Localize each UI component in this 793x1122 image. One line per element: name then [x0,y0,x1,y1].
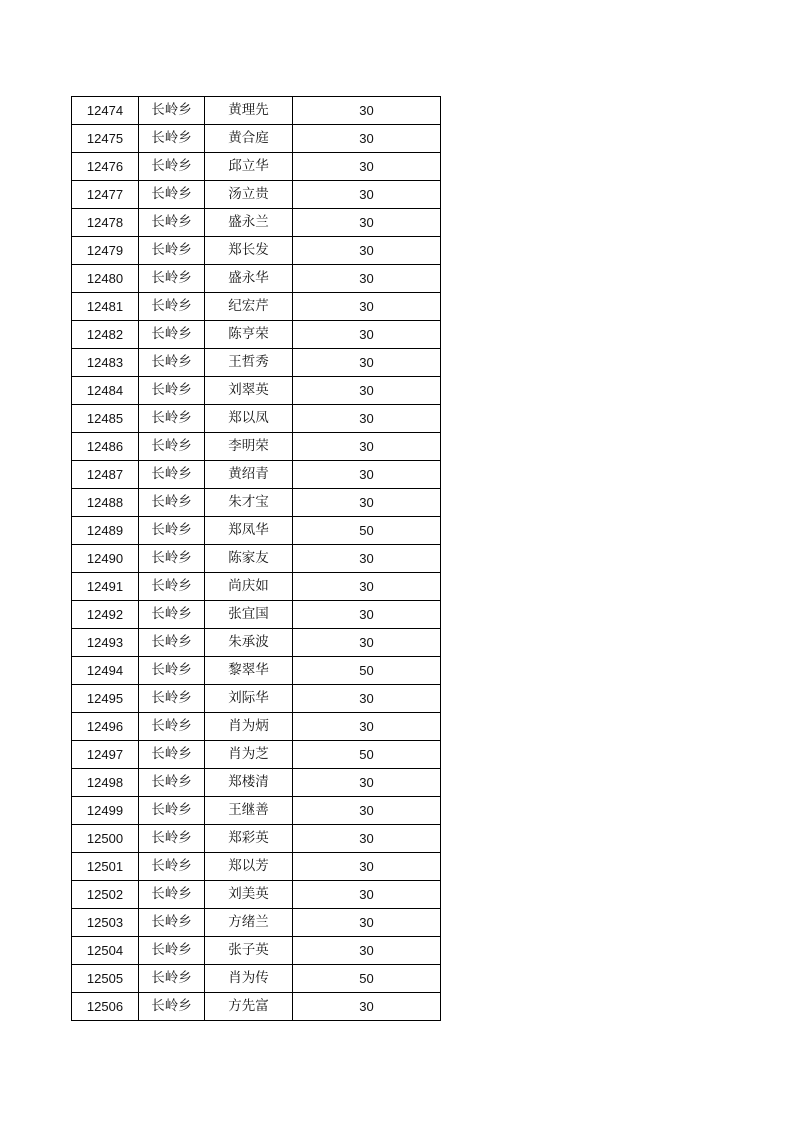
person-name-cell: 李明荣 [205,433,293,461]
record-id-cell: 12476 [72,153,139,181]
records-table [71,96,441,1021]
table-row [72,741,441,769]
person-name-cell: 郑以凤 [205,405,293,433]
amount-cell: 30 [293,125,441,153]
record-id-cell: 12486 [72,433,139,461]
person-name-cell: 纪宏芹 [205,293,293,321]
person-name-cell: 朱才宝 [205,489,293,517]
record-id-cell: 12498 [72,769,139,797]
person-name-cell: 郑楼清 [205,769,293,797]
town-cell: 长岭乡 [139,853,205,881]
table-row [72,377,441,405]
town-cell: 长岭乡 [139,965,205,993]
record-id-cell: 12506 [72,993,139,1021]
amount-cell: 30 [293,881,441,909]
amount-cell: 30 [293,433,441,461]
record-id-cell: 12481 [72,293,139,321]
table-row [72,349,441,377]
table-row [72,461,441,489]
town-cell: 长岭乡 [139,349,205,377]
table-row [72,209,441,237]
table-row [72,545,441,573]
person-name-cell: 王哲秀 [205,349,293,377]
person-name-cell: 张子英 [205,937,293,965]
amount-cell: 50 [293,965,441,993]
amount-cell: 30 [293,573,441,601]
amount-cell: 30 [293,153,441,181]
amount-cell: 30 [293,181,441,209]
amount-cell: 30 [293,349,441,377]
town-cell: 长岭乡 [139,769,205,797]
record-id-cell: 12483 [72,349,139,377]
table-row [72,909,441,937]
town-cell: 长岭乡 [139,741,205,769]
table-row [72,265,441,293]
table-row [72,657,441,685]
person-name-cell: 王继善 [205,797,293,825]
town-cell: 长岭乡 [139,629,205,657]
table-row [72,853,441,881]
table-row [72,517,441,545]
person-name-cell: 黄合庭 [205,125,293,153]
record-id-cell: 12490 [72,545,139,573]
town-cell: 长岭乡 [139,125,205,153]
person-name-cell: 汤立贵 [205,181,293,209]
table-row [72,293,441,321]
record-id-cell: 12493 [72,629,139,657]
person-name-cell: 黎翠华 [205,657,293,685]
amount-cell: 30 [293,293,441,321]
table-row [72,993,441,1021]
amount-cell: 30 [293,825,441,853]
table-row [72,769,441,797]
amount-cell: 30 [293,97,441,125]
record-id-cell: 12495 [72,685,139,713]
town-cell: 长岭乡 [139,97,205,125]
table-row [72,713,441,741]
person-name-cell: 黄绍青 [205,461,293,489]
person-name-cell: 邱立华 [205,153,293,181]
table-row [72,153,441,181]
town-cell: 长岭乡 [139,461,205,489]
amount-cell: 30 [293,405,441,433]
record-id-cell: 12478 [72,209,139,237]
town-cell: 长岭乡 [139,237,205,265]
town-cell: 长岭乡 [139,713,205,741]
person-name-cell: 陈家友 [205,545,293,573]
record-id-cell: 12503 [72,909,139,937]
amount-cell: 30 [293,993,441,1021]
record-id-cell: 12500 [72,825,139,853]
amount-cell: 30 [293,265,441,293]
table-row [72,489,441,517]
amount-cell: 30 [293,461,441,489]
amount-cell: 30 [293,713,441,741]
record-id-cell: 12489 [72,517,139,545]
record-id-cell: 12499 [72,797,139,825]
town-cell: 长岭乡 [139,573,205,601]
amount-cell: 50 [293,657,441,685]
person-name-cell: 尚庆如 [205,573,293,601]
table-row [72,125,441,153]
town-cell: 长岭乡 [139,153,205,181]
person-name-cell: 郑以芳 [205,853,293,881]
record-id-cell: 12502 [72,881,139,909]
town-cell: 长岭乡 [139,321,205,349]
town-cell: 长岭乡 [139,601,205,629]
town-cell: 长岭乡 [139,377,205,405]
town-cell: 长岭乡 [139,433,205,461]
record-id-cell: 12501 [72,853,139,881]
person-name-cell: 黄理先 [205,97,293,125]
amount-cell: 30 [293,489,441,517]
table-row [72,629,441,657]
amount-cell: 30 [293,853,441,881]
table-row [72,601,441,629]
table-row [72,181,441,209]
town-cell: 长岭乡 [139,545,205,573]
person-name-cell: 方先富 [205,993,293,1021]
table-row [72,881,441,909]
amount-cell: 30 [293,601,441,629]
record-id-cell: 12474 [72,97,139,125]
record-id-cell: 12497 [72,741,139,769]
town-cell: 长岭乡 [139,657,205,685]
amount-cell: 30 [293,769,441,797]
record-id-cell: 12491 [72,573,139,601]
table-row [72,97,441,125]
record-id-cell: 12504 [72,937,139,965]
record-id-cell: 12480 [72,265,139,293]
table-row [72,965,441,993]
person-name-cell: 郑长发 [205,237,293,265]
person-name-cell: 肖为传 [205,965,293,993]
amount-cell: 50 [293,517,441,545]
amount-cell: 30 [293,237,441,265]
record-id-cell: 12485 [72,405,139,433]
amount-cell: 30 [293,377,441,405]
town-cell: 长岭乡 [139,405,205,433]
record-id-cell: 12496 [72,713,139,741]
record-id-cell: 12477 [72,181,139,209]
person-name-cell: 方绪兰 [205,909,293,937]
record-id-cell: 12479 [72,237,139,265]
town-cell: 长岭乡 [139,685,205,713]
amount-cell: 30 [293,937,441,965]
person-name-cell: 肖为炳 [205,713,293,741]
town-cell: 长岭乡 [139,209,205,237]
table-row [72,433,441,461]
person-name-cell: 刘翠英 [205,377,293,405]
record-id-cell: 12475 [72,125,139,153]
town-cell: 长岭乡 [139,825,205,853]
table-row [72,573,441,601]
record-id-cell: 12482 [72,321,139,349]
table-row [72,685,441,713]
table-row [72,825,441,853]
person-name-cell: 郑彩英 [205,825,293,853]
amount-cell: 30 [293,797,441,825]
amount-cell: 30 [293,909,441,937]
town-cell: 长岭乡 [139,181,205,209]
person-name-cell: 刘美英 [205,881,293,909]
amount-cell: 30 [293,685,441,713]
person-name-cell: 陈亨荣 [205,321,293,349]
town-cell: 长岭乡 [139,909,205,937]
record-id-cell: 12505 [72,965,139,993]
town-cell: 长岭乡 [139,489,205,517]
town-cell: 长岭乡 [139,517,205,545]
person-name-cell: 肖为芝 [205,741,293,769]
amount-cell: 30 [293,629,441,657]
record-id-cell: 12484 [72,377,139,405]
record-id-cell: 12492 [72,601,139,629]
table-row [72,405,441,433]
record-id-cell: 12487 [72,461,139,489]
person-name-cell: 张宜国 [205,601,293,629]
records-table-body [72,97,441,1021]
amount-cell: 50 [293,741,441,769]
table-row [72,797,441,825]
person-name-cell: 刘际华 [205,685,293,713]
town-cell: 长岭乡 [139,881,205,909]
person-name-cell: 朱承波 [205,629,293,657]
person-name-cell: 盛永兰 [205,209,293,237]
table-row [72,237,441,265]
town-cell: 长岭乡 [139,993,205,1021]
amount-cell: 30 [293,321,441,349]
town-cell: 长岭乡 [139,937,205,965]
person-name-cell: 盛永华 [205,265,293,293]
town-cell: 长岭乡 [139,265,205,293]
record-id-cell: 12494 [72,657,139,685]
amount-cell: 30 [293,209,441,237]
amount-cell: 30 [293,545,441,573]
table-row [72,937,441,965]
table-row [72,321,441,349]
town-cell: 长岭乡 [139,293,205,321]
town-cell: 长岭乡 [139,797,205,825]
record-id-cell: 12488 [72,489,139,517]
person-name-cell: 郑凤华 [205,517,293,545]
